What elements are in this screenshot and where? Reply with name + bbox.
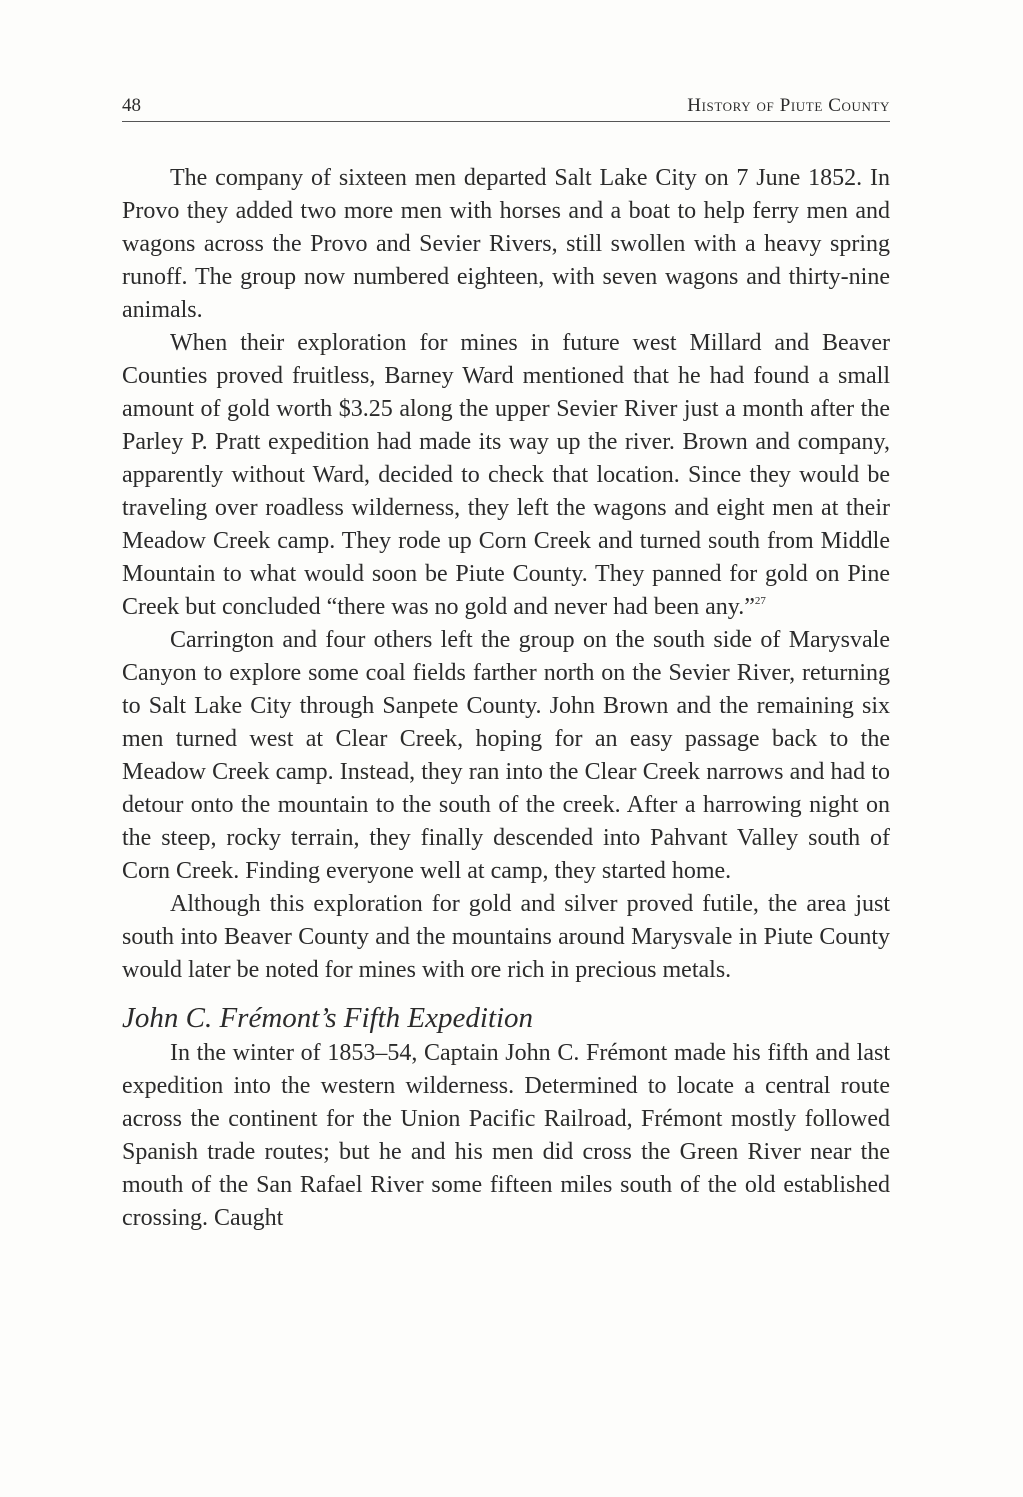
- paragraph-exploration-outcome: Although this exploration for gold and silver proved futile, the area just south into Beaver County and the mountains around Marysvale in Piute County would later be noted for mines with ore rich in precious metals.: [122, 891, 890, 983]
- paragraph-carrington-return: Carrington and four others left the group on the south side of Marysvale Canyon to explore some coal fields farther north on the Sevier River, returning to Salt Lake City through Sanpete County. John Brown and the remaining six men turned west at Clear Creek, hoping for an easy passage back to the Meadow Creek camp. Instead, they ran into the Clear Creek narrows and had to detour onto the mountain to the south of the creek. After a harrowing night on the steep, rocky terrain, they finally descended into Pahvant Valley south of Corn Creek. Finding everyone well at camp, they started home.: [122, 627, 890, 884]
- paragraph-gold-search-text: When their exploration for mines in future west Millard and Beaver Counties proved fruitless, Barney Ward mentioned that he had found a small amount of gold worth $3.25 along the upper Sevier River just a month after the Parley P. Pratt expedition had made its way up the river. Brown and company, apparently without Ward, decided to check that location. Since they would be traveling over roadless wilderness, they left the wagons and eight men at their Meadow Creek camp. They rode up Corn Creek and turned south from Middle Mountain to what would soon be Piute County. They panned for gold on Pine Creek but concluded “there was no gold and never had been any.”: [122, 330, 890, 620]
- paragraph-fremont-expedition: In the winter of 1853–54, Captain John C. Frémont made his fifth and last expedition into the western wilderness. Determined to locate a central route across the continent for the Union Pacific Railroad, Frémont mostly followed Spanish trade routes; but he and his men did cross the Green River near the mouth of the San Rafael River some fifteen miles south of the old established crossing. Caught: [122, 1040, 890, 1231]
- paragraph-gold-search: [122, 327, 890, 624]
- page-number: 48: [122, 95, 141, 116]
- body-text: [122, 162, 890, 1235]
- footnote-reference: 27: [754, 595, 766, 607]
- running-title: History of Piute County: [687, 95, 890, 116]
- running-head: [122, 92, 890, 122]
- paragraph-company-departure: The company of sixteen men departed Salt Lake City on 7 June 1852. In Provo they added two more men with horses and a boat to help ferry men and wagons across the Provo and Sevier Rivers, still swollen with a heavy spring runoff. The group now numbered eighteen, with seven wagons and thirty-nine animals.: [122, 165, 890, 323]
- book-page: [122, 92, 890, 1235]
- section-heading: John C. Frémont’s Fifth Expedition: [122, 1002, 534, 1034]
